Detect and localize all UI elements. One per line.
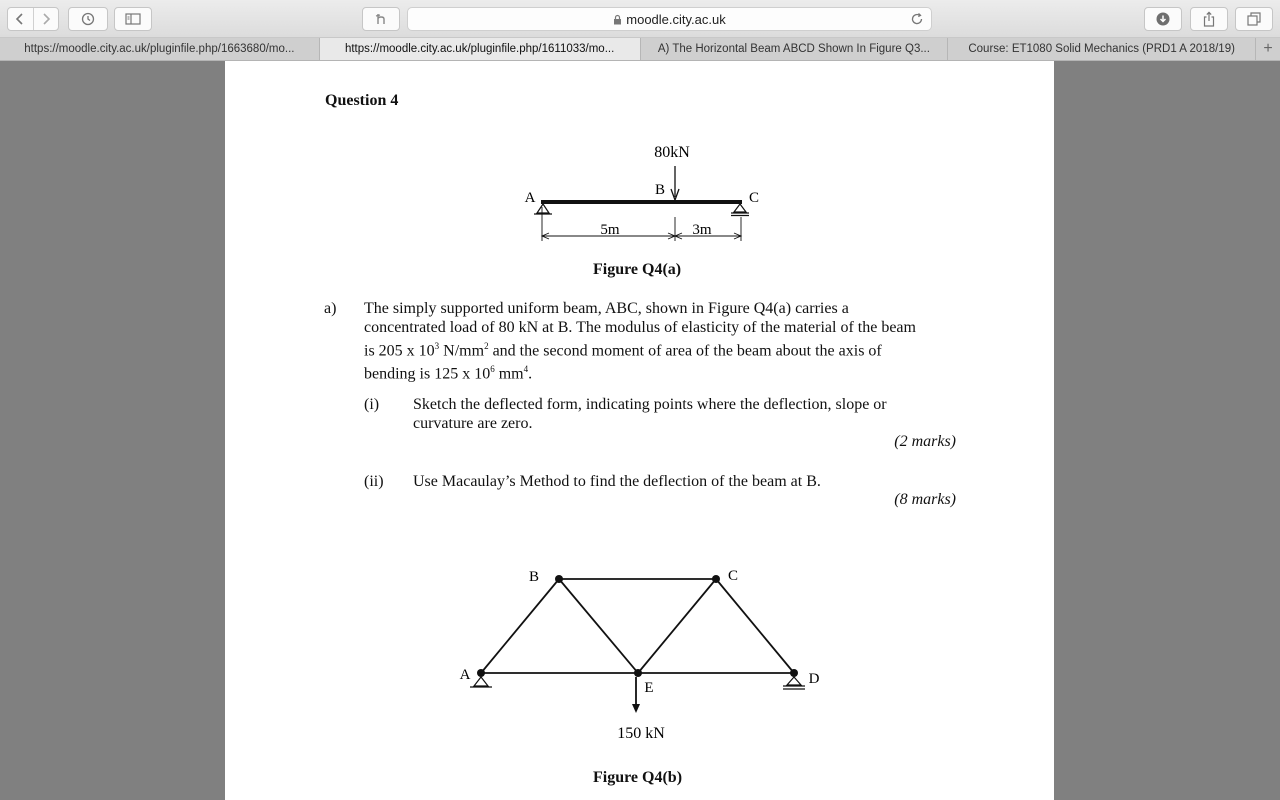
period: . — [528, 365, 533, 383]
moment-value: bending is 125 x 10 — [364, 365, 491, 383]
back-button[interactable] — [8, 8, 33, 30]
moment-exponent: 6 — [490, 364, 495, 375]
load-label-80kn: 80kN — [654, 144, 690, 161]
tabs-icon — [1247, 12, 1261, 26]
part-a-line-3-rest: and the second moment of area of the beam about the axis of — [488, 342, 882, 360]
nav-buttons — [7, 7, 59, 31]
part-a-text — [364, 299, 954, 384]
point-label-a: A — [524, 190, 536, 206]
extension-button[interactable] — [362, 7, 400, 31]
figure-q4b — [225, 541, 1054, 771]
chevron-right-icon — [41, 12, 51, 26]
modulus-exponent: 3 — [434, 341, 440, 351]
tab-pluginfile-1611033[interactable]: https://moodle.city.ac.uk/pluginfile.php/1611033/mo... — [320, 38, 641, 60]
address-bar[interactable] — [407, 7, 932, 31]
chevron-left-icon — [15, 12, 25, 26]
pin-support-truss-a — [470, 677, 492, 687]
download-icon — [1156, 12, 1170, 26]
hypothesis-icon — [374, 12, 388, 26]
load-label-150kn: 150 kN — [617, 725, 665, 742]
node-label-b: B — [528, 569, 540, 585]
load-arrow-80kn — [671, 166, 679, 200]
share-icon — [1202, 11, 1216, 27]
load-arrow-150kn — [632, 677, 640, 713]
truss-members — [481, 579, 794, 673]
modulus-value: is 205 x 10 — [364, 342, 435, 360]
sidebar-icon — [125, 13, 141, 25]
node-label-a: A — [459, 667, 471, 683]
part-a-line-3 — [364, 337, 954, 360]
history-button[interactable] — [68, 7, 108, 31]
sub-i-marks: (2 marks) — [894, 433, 956, 450]
part-a-line-1: The simply supported uniform beam, ABC, shown in Figure Q4(a) carries a — [364, 300, 849, 317]
part-a-line-2: concentrated load of 80 kN at B. The modulus of elasticity of the material of the beam — [364, 319, 916, 336]
node-label-c: C — [727, 568, 739, 584]
sub-i-line-1: Sketch the deflected form, indicating points where the deflection, slope or — [413, 396, 887, 413]
dimension-label-bc: 3m — [692, 222, 712, 238]
joint-b — [555, 575, 563, 583]
node-label-e: E — [644, 680, 654, 696]
sub-i-text — [413, 395, 954, 433]
joint-c — [712, 575, 720, 583]
tabs-overview-button[interactable] — [1235, 7, 1273, 31]
sub-ii-label: (ii) — [364, 473, 384, 490]
pin-support-a — [534, 204, 552, 214]
sub-ii-marks: (8 marks) — [894, 491, 956, 508]
tab-course-et1080[interactable]: Course: ET1080 Solid Mechanics (PRD1 A 2018/19) — [948, 38, 1256, 60]
new-tab-button[interactable] — [1256, 38, 1280, 60]
part-a-line-4 — [364, 360, 954, 383]
modulus-unit: N/mm — [439, 342, 485, 360]
figure-q4a-caption: Figure Q4(a) — [593, 261, 682, 278]
joint-a — [477, 669, 485, 677]
reload-icon[interactable] — [909, 11, 925, 27]
roller-support-c — [731, 204, 749, 216]
share-button[interactable] — [1190, 7, 1228, 31]
sub-ii-text: Use Macaulay’s Method to find the deflection of the beam at B. — [413, 473, 821, 490]
forward-button[interactable] — [33, 8, 58, 30]
truss-joints — [477, 575, 798, 677]
moment-unit-exponent: 4 — [523, 364, 529, 375]
point-label-b: B — [654, 182, 666, 198]
point-label-c: C — [748, 190, 760, 206]
sidebar-button[interactable] — [114, 7, 152, 31]
joint-d — [790, 669, 798, 677]
browser-toolbar — [0, 0, 1280, 38]
beam — [541, 200, 742, 204]
unit-exponent: 2 — [484, 341, 489, 351]
roller-support-truss-d — [783, 677, 805, 689]
tab-pluginfile-1663680[interactable]: https://moodle.city.ac.uk/pluginfile.php/1663680/mo... — [0, 38, 320, 60]
tab-bar — [0, 38, 1280, 61]
part-a-label: a) — [324, 300, 337, 317]
lock-icon — [613, 14, 622, 25]
clock-icon — [81, 12, 95, 26]
figure-q4b-caption: Figure Q4(b) — [593, 769, 683, 786]
joint-e — [634, 669, 642, 677]
moment-unit: mm — [494, 365, 524, 383]
tab-horizontal-beam[interactable]: A) The Horizontal Beam ABCD Shown In Figure Q3... — [641, 38, 949, 60]
plus-icon: + — [1263, 40, 1273, 57]
address-text: moodle.city.ac.uk — [626, 11, 726, 27]
node-label-d: D — [808, 671, 820, 687]
downloads-button[interactable] — [1144, 7, 1182, 31]
sub-i-label: (i) — [364, 396, 380, 413]
dimension-label-ab: 5m — [600, 222, 620, 238]
sub-i-line-2: curvature are zero. — [413, 415, 533, 432]
pdf-page — [225, 61, 1054, 800]
question-title: Question 4 — [325, 92, 399, 109]
